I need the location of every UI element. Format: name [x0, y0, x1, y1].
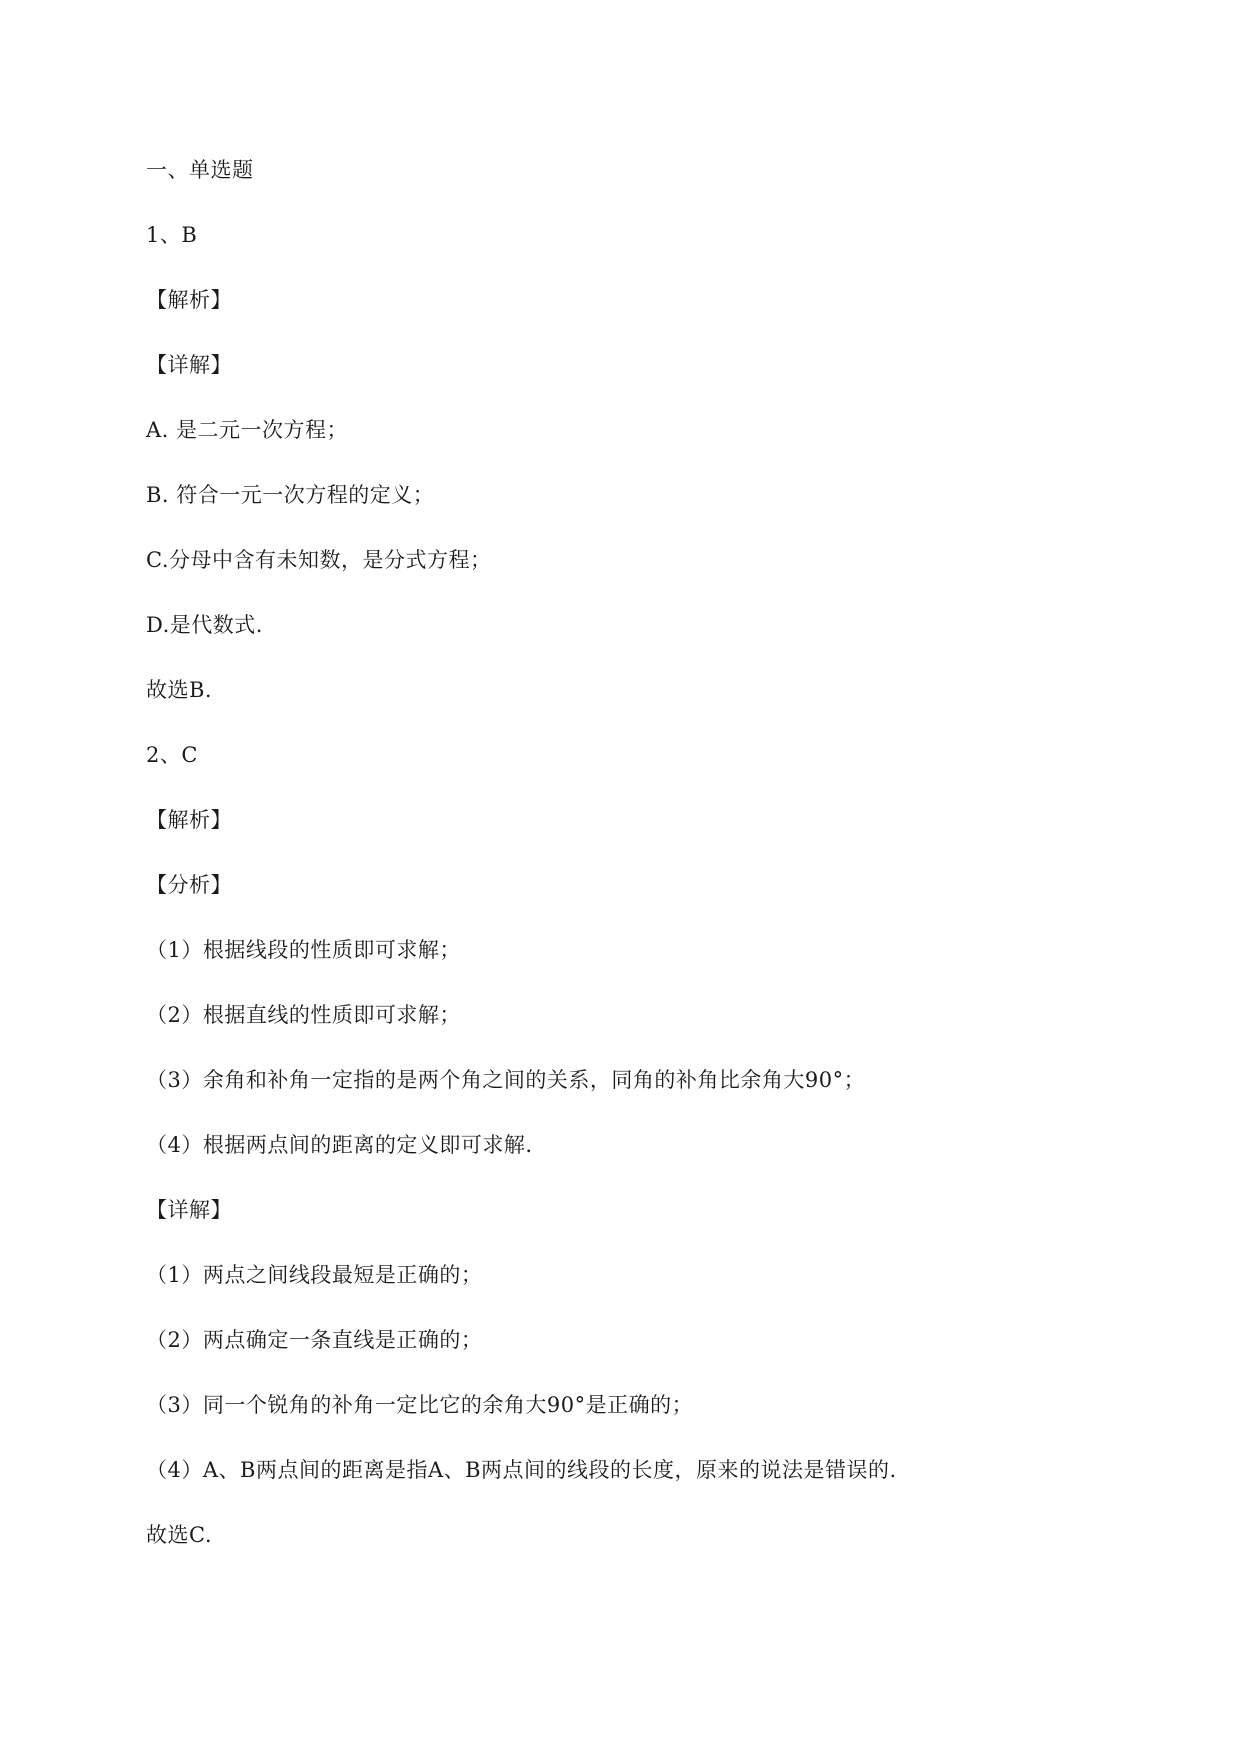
q2-detail-item: （3）同一个锐角的补角一定比它的余角大90°是正确的； [146, 1393, 694, 1417]
q1-answer: 1、B [146, 223, 198, 247]
q2-fenxi-item: （4）根据两点间的距离的定义即可求解. [146, 1133, 533, 1157]
q2-detail-item: （2）两点确定一条直线是正确的； [146, 1328, 483, 1352]
q1-analysis-tag: 【解析】 [146, 288, 232, 312]
q2-detail-tag: 【详解】 [146, 1198, 232, 1222]
q1-conclusion: 故选B. [146, 678, 213, 702]
q1-detail-tag: 【详解】 [146, 353, 232, 377]
section-heading: 一、单选题 [146, 158, 254, 182]
q1-option-d: D.是代数式. [146, 613, 263, 637]
q2-fenxi-item: （1）根据线段的性质即可求解； [146, 938, 461, 962]
q1-option-b: B. 符合一元一次方程的定义； [146, 483, 435, 507]
q2-fenxi-item: （2）根据直线的性质即可求解； [146, 1003, 461, 1027]
q2-fenxi-item: （3）余角和补角一定指的是两个角之间的关系，同角的补角比余角大90°； [146, 1068, 866, 1092]
q2-analysis-tag: 【解析】 [146, 808, 232, 832]
q1-option-a: A. 是二元一次方程； [146, 418, 349, 442]
q2-fenxi-tag: 【分析】 [146, 873, 232, 897]
q2-conclusion: 故选C. [146, 1523, 212, 1547]
q2-detail-item: （4）A、B两点间的距离是指A、B两点间的线段的长度，原来的说法是错误的. [146, 1458, 897, 1482]
q2-answer: 2、C [146, 743, 198, 767]
q1-option-c: C.分母中含有未知数，是分式方程； [146, 548, 492, 572]
q2-detail-item: （1）两点之间线段最短是正确的； [146, 1263, 483, 1287]
